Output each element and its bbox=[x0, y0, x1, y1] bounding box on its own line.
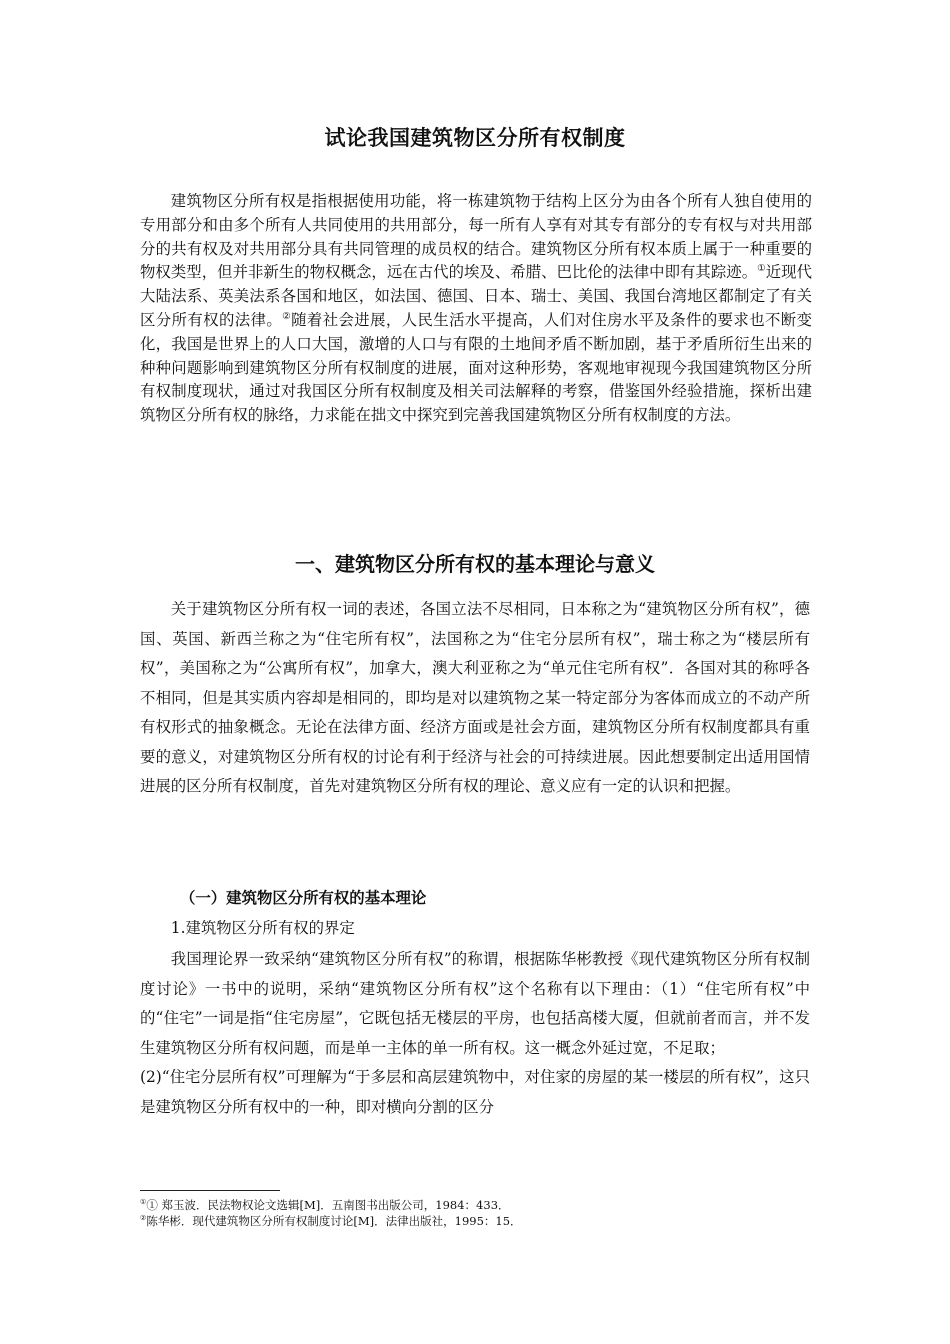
section-heading-1: 一、建筑物区分所有权的基本理论与意义 bbox=[295, 552, 655, 576]
footnote-1 bbox=[140, 1197, 840, 1213]
section-1-body bbox=[140, 595, 810, 802]
item-heading-1: 1.建筑物区分所有权的界定 bbox=[170, 919, 355, 937]
abstract-text-2: 近现代大陆法系、英美法系各国和地区，如法国、德国、日本、瑞士、美国、我国台湾地区都制定了有关区分所有权的法律。 bbox=[140, 263, 812, 329]
footnote-2 bbox=[140, 1213, 840, 1229]
abstract-text-1: 建筑物区分所有权是指根据使用功能，将一栋建筑物于结构上区分为由各个所有人独自使用的专用部分和由多个所有人共同使用的共用部分，每一所有人享有对其专有部分的专有权与对共用部分的共有权及对共用部分具有共同管理的成员权的结合。建筑物区分所有权本质上属于一种重要的物权类型，但并非新生的物权概念，远在古代的埃及、希腊、巴比伦的法律中即有其踪迹。 bbox=[140, 192, 812, 282]
footnote-ref-2[interactable]: ② bbox=[282, 310, 292, 322]
subsection-heading-1: （一）建筑物区分所有权的基本理论 bbox=[180, 889, 427, 907]
abstract-text-3: 随着社会进展，人民生活水平提高，人们对住房水平及条件的要求也不断变化，我国是世界上的人口大国，激增的人口与有限的土地间矛盾不断加剧，基于矛盾所衍生出来的种种问题影响到建筑物区分所有权制度的进展，面对这种形势，客观地审视现今我国建筑物区分所有权制度现状，通过对我国区分所有权制度及相关司法解释的考察，借鉴国外经验措施，探析出建筑物区分所有权的脉络，力求能在拙文中探究到完善我国建筑物区分所有权制度的方法。 bbox=[140, 310, 812, 425]
footnote-2-text: 陈华彬．现代建筑物区分所有权制度讨论[M]．法律出版社，1995：15． bbox=[146, 1214, 522, 1228]
page-title: 试论我国建筑物区分所有权制度 bbox=[324, 126, 626, 150]
subsection-1-paragraph-2: (2)“住宅分层所有权”可理解为“于多层和高层建筑物中，对住家的房屋的某一楼层的所有权”，这只是建筑物区分所有权中的一种，即对横向分割的区分 bbox=[140, 1068, 810, 1116]
subsection-1-body bbox=[140, 945, 810, 1122]
footnote-ref-1[interactable]: ① bbox=[757, 263, 766, 275]
subsection-1-paragraph-1: 我国理论界一致采纳“建筑物区分所有权”的称谓，根据陈华彬教授《现代建筑物区分所有权制度讨论》一书中的说明，采纳“建筑物区分所有权”这个名称有以下理由：（1）“住宅所有权”中的“住宅”一词是指“住宅房屋”，它既包括无楼层的平房，也包括高楼大厦，但就前者而言，并不发生建筑物区分所有权问题，而是单一主体的单一所有权。这一概念外延过宽，不足取； bbox=[140, 950, 810, 1057]
footnote-2-mark: ② bbox=[140, 1213, 147, 1223]
section-1-paragraph: 关于建筑物区分所有权一词的表述，各国立法不尽相同，日本称之为“建筑物区分所有权”，德国、英国、新西兰称之为“住宅所有权”，法国称之为“住宅分层所有权”，瑞士称之为“楼层所有权”，美国称之为“公寓所有权”，加拿大，澳大利亚称之为“单元住宅所有权”．各国对其的称呼各不相同，但是其实质内容却是相同的，即均是对以建筑物之某一特定部分为客体而成立的不动产所有权形式的抽象概念。无论在法律方面、经济方面或是社会方面，建筑物区分所有权制度都具有重要的意义，对建筑物区分所有权的讨论有利于经济与社会的可持续进展。因此想要制定出适用国情进展的区分所有权制度，首先对建筑物区分所有权的理论、意义应有一定的认识和把握。 bbox=[140, 600, 810, 795]
abstract-paragraph bbox=[140, 190, 812, 428]
footnote-separator bbox=[140, 1190, 280, 1191]
footnote-1-mark: ① bbox=[140, 1197, 147, 1207]
abstract bbox=[140, 190, 812, 428]
footnote-1-text: ① 郑玉波．民法物权论文选辑[M]．五南图书出版公司，1984：433． bbox=[146, 1198, 510, 1212]
